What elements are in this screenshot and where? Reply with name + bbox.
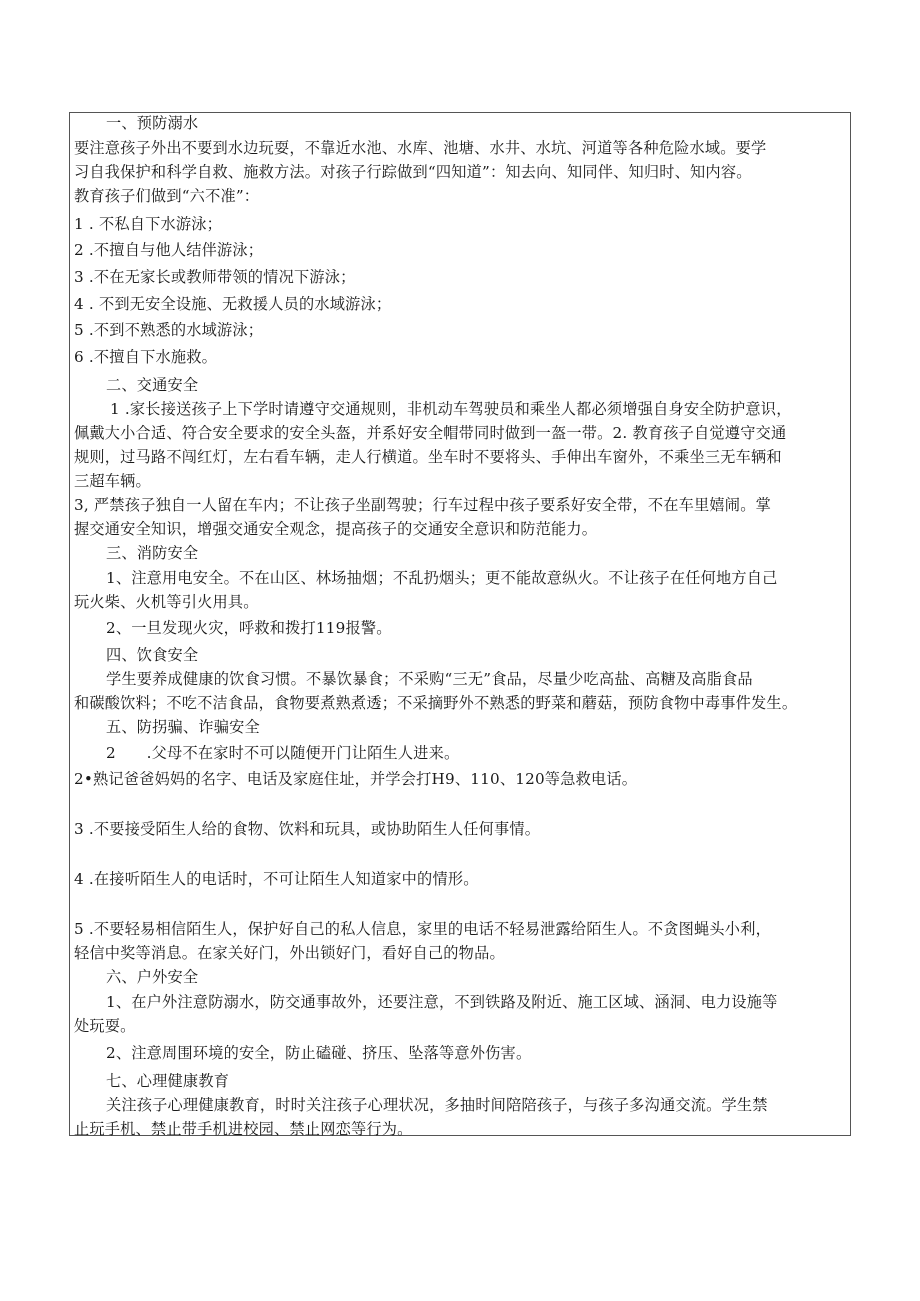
paragraph-line: 和碳酸饮料；不吃不洁食品，食物要煮熟煮透；不采摘野外不熟悉的野菜和蘑菇，预防食物中毒事件发生。	[74, 694, 798, 712]
paragraph-line: 1 .家长接送孩子上下学时请遵守交通规则，非机动车驾驶员和乘坐人都必须增强自身安全防护意识，	[110, 400, 792, 418]
paragraph-line: 轻信中奖等消息。在家关好门，外出锁好门，看好自己的物品。	[74, 944, 505, 962]
paragraph-line: 握交通安全知识，增强交通安全观念，提高孩子的交通安全意识和防范能力。	[74, 520, 598, 538]
list-item: 3 .不在无家长或教师带领的情况下游泳；	[74, 268, 356, 286]
paragraph-line: 学生要养成健康的饮食习惯。不暴饮暴食；不采购“三无”食品，尽量少吃高盐、高糖及高脂食品	[106, 670, 753, 688]
paragraph-line: 2、一旦发现火灾，呼救和拨打119报警。	[106, 619, 392, 637]
section-heading: 三、消防安全	[106, 544, 199, 562]
paragraph-line: 佩戴大小合适、符合安全要求的安全头盔，并系好安全帽带同时做到一盔一带。2. 教育孩子自觉遵守交通	[74, 424, 787, 442]
section-heading: 七、心理健康教育	[106, 1072, 230, 1090]
paragraph-line: 处玩耍。	[74, 1017, 136, 1035]
section-heading: 四、饮食安全	[106, 646, 199, 664]
paragraph-line: 规则，过马路不闯红灯，左右看车辆，走人行横道。坐车时不要将头、手伸出车窗外，不乘坐三无车辆和	[74, 448, 782, 466]
content-table-cell	[69, 112, 851, 1136]
list-item: 6 .不擅自下水施救。	[74, 348, 218, 366]
list-item: 4 .在接听陌生人的电话时，不可让陌生人知道家中的情形。	[74, 870, 479, 888]
paragraph-line: 关注孩子心理健康教育，时时关注孩子心理状况，多抽时间陪陪孩子，与孩子多沟通交流。学生禁	[106, 1096, 768, 1114]
list-item: 1 . 不私自下水游泳；	[74, 215, 223, 233]
paragraph-line: 习自我保护和科学自救、施救方法。对孩子行踪做到“四知道”：知去向、知同伴、知归时、知内容。	[74, 163, 752, 181]
section-heading: 一、预防溺水	[106, 114, 199, 132]
paragraph-line: 3, 严禁孩子独自一人留在车内；不让孩子坐副驾驶；行车过程中孩子要系好安全带，不在车里嬉闹。掌	[74, 496, 771, 514]
paragraph-line: 止玩手机、禁止带手机进校园、禁止网恋等行为。	[74, 1120, 413, 1138]
paragraph-line: 1、注意用电安全。不在山区、林场抽烟；不乱扔烟头；更不能故意纵火。不让孩子在任何地方自己	[106, 569, 778, 587]
paragraph-line: 玩火柴、火机等引火用具。	[74, 593, 259, 611]
section-heading: 六、户外安全	[106, 968, 199, 986]
list-item: 4 . 不到无安全设施、无救援人员的水域游泳；	[74, 295, 392, 313]
paragraph-line: 2、注意周围环境的安全，防止磕碰、挤压、坠落等意外伤害。	[106, 1044, 532, 1062]
section-heading: 二、交通安全	[106, 376, 199, 394]
list-item: 3 .不要接受陌生人给的食物、饮料和玩具，或协助陌生人任何事情。	[74, 820, 541, 838]
paragraph-line: 1、在户外注意防溺水，防交通事故外，还要注意，不到铁路及附近、施工区域、涵洞、电力设施等	[106, 993, 778, 1011]
paragraph-line: 要注意孩子外出不要到水边玩耍，不靠近水池、水库、池塘、水井、水坑、河道等各种危险水域。要学	[74, 139, 767, 157]
list-item: 2 .不擅自与他人结伴游泳；	[74, 241, 264, 259]
list-item: 2•熟记爸爸妈妈的名字、电话及家庭住址，并学会打H9、110、120等急救电话。	[74, 770, 638, 788]
section-heading: 五、防拐骗、诈骗安全	[106, 718, 260, 736]
paragraph-line: 三超车辆。	[74, 472, 151, 490]
list-item: 5 .不要轻易相信陌生人，保护好自己的私人信息，家里的电话不轻易泄露给陌生人。不贪图蝇头小利，	[74, 920, 771, 938]
list-item: 2 .父母不在家时不可以随便开门让陌生人进来。	[106, 744, 460, 762]
list-item: 5 .不到不熟悉的水域游泳；	[74, 321, 264, 339]
paragraph-line: 教育孩子们做到“六不准”：	[74, 187, 260, 205]
